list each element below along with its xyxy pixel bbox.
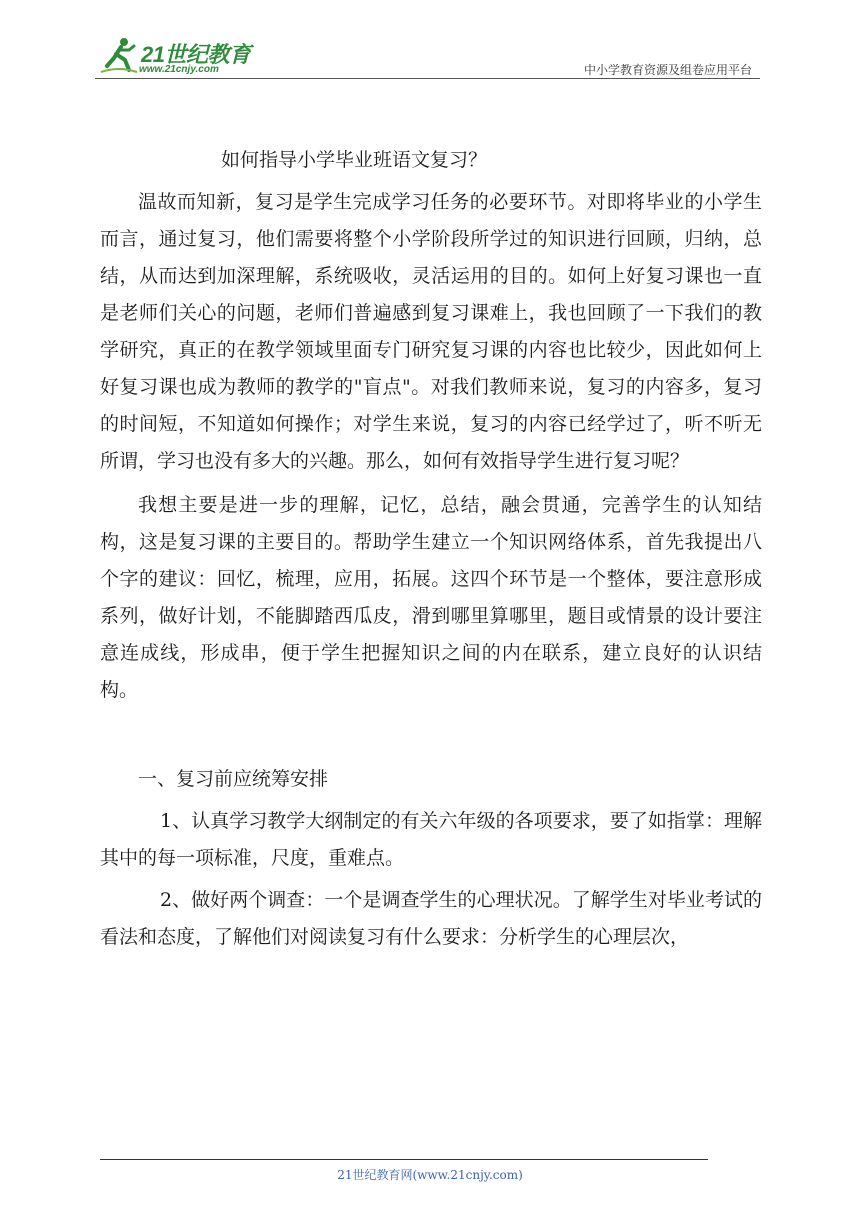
paragraph: 温故而知新，复习是学生完成学习任务的必要环节。对即将毕业的小学生而言，通过复习，他们需要将整个小学阶段所学过的知识进行回顾，归纳，总结，从而达到加深理解，系统吸收，灵活运用的目的。如何上好复习课也一直是老师们关心的问题，老师们普遍感到复习课难上，我也回顾了一下我们的教学研究，真正的在教学领域里面专门研究复习课的内容也比较少，因此如何上好复习课也成为教师的教学的"盲点"。对我们教师来说，复习的内容多，复习的时间短，不知道如何操作；对学生来说，复习的内容已经学过了，听不听无所谓，学习也没有多大的兴趣。那么，如何有效指导学生进行复习呢？ — [100, 191, 762, 472]
document-title: 如何指导小学毕业班语文复习？ — [221, 149, 488, 171]
page-header — [95, 30, 760, 80]
header-divider — [95, 78, 760, 79]
paragraph: 我想主要是进一步的理解，记忆，总结，融会贯通，完善学生的认知结构，这是复习课的主要目的。帮助学生建立一个知识网络体系，首先我提出八个字的建议：回忆，梳理，应用，拓展。这四个环节是一个整体，要注意形成系列，做好计划，不能脚踏西瓜皮，滑到哪里算哪里，题目或情景的设计要注意连成线，形成串，便于学生把握知识之间的内在联系，建立良好的认识结构。 — [100, 494, 762, 701]
site-logo[interactable] — [95, 34, 275, 78]
list-item: 1、认真学习教学大纲制定的有关六年级的各项要求，要了如指掌：理解其中的每一项标准，尺度，重难点。 — [100, 810, 762, 869]
list-item: 2、做好两个调查：一个是调查学生的心理状况。了解学生对毕业考试的看法和态度，了解他们对阅读复习有什么要求：分析学生的心理层次， — [100, 889, 762, 948]
logo-text: 21世纪教育 — [141, 42, 251, 67]
platform-name: 中小学教育资源及组卷应用平台 — [583, 63, 752, 77]
page-footer[interactable]: 21世纪教育网(www.21cnjy.com) — [337, 1168, 523, 1182]
section-heading: 一、复习前应统筹安排 — [138, 768, 329, 790]
logo-url: www.21cnjy.com — [139, 64, 219, 75]
document-body — [100, 142, 762, 956]
footer-divider — [100, 1159, 708, 1160]
runner-logo-icon — [99, 36, 139, 76]
